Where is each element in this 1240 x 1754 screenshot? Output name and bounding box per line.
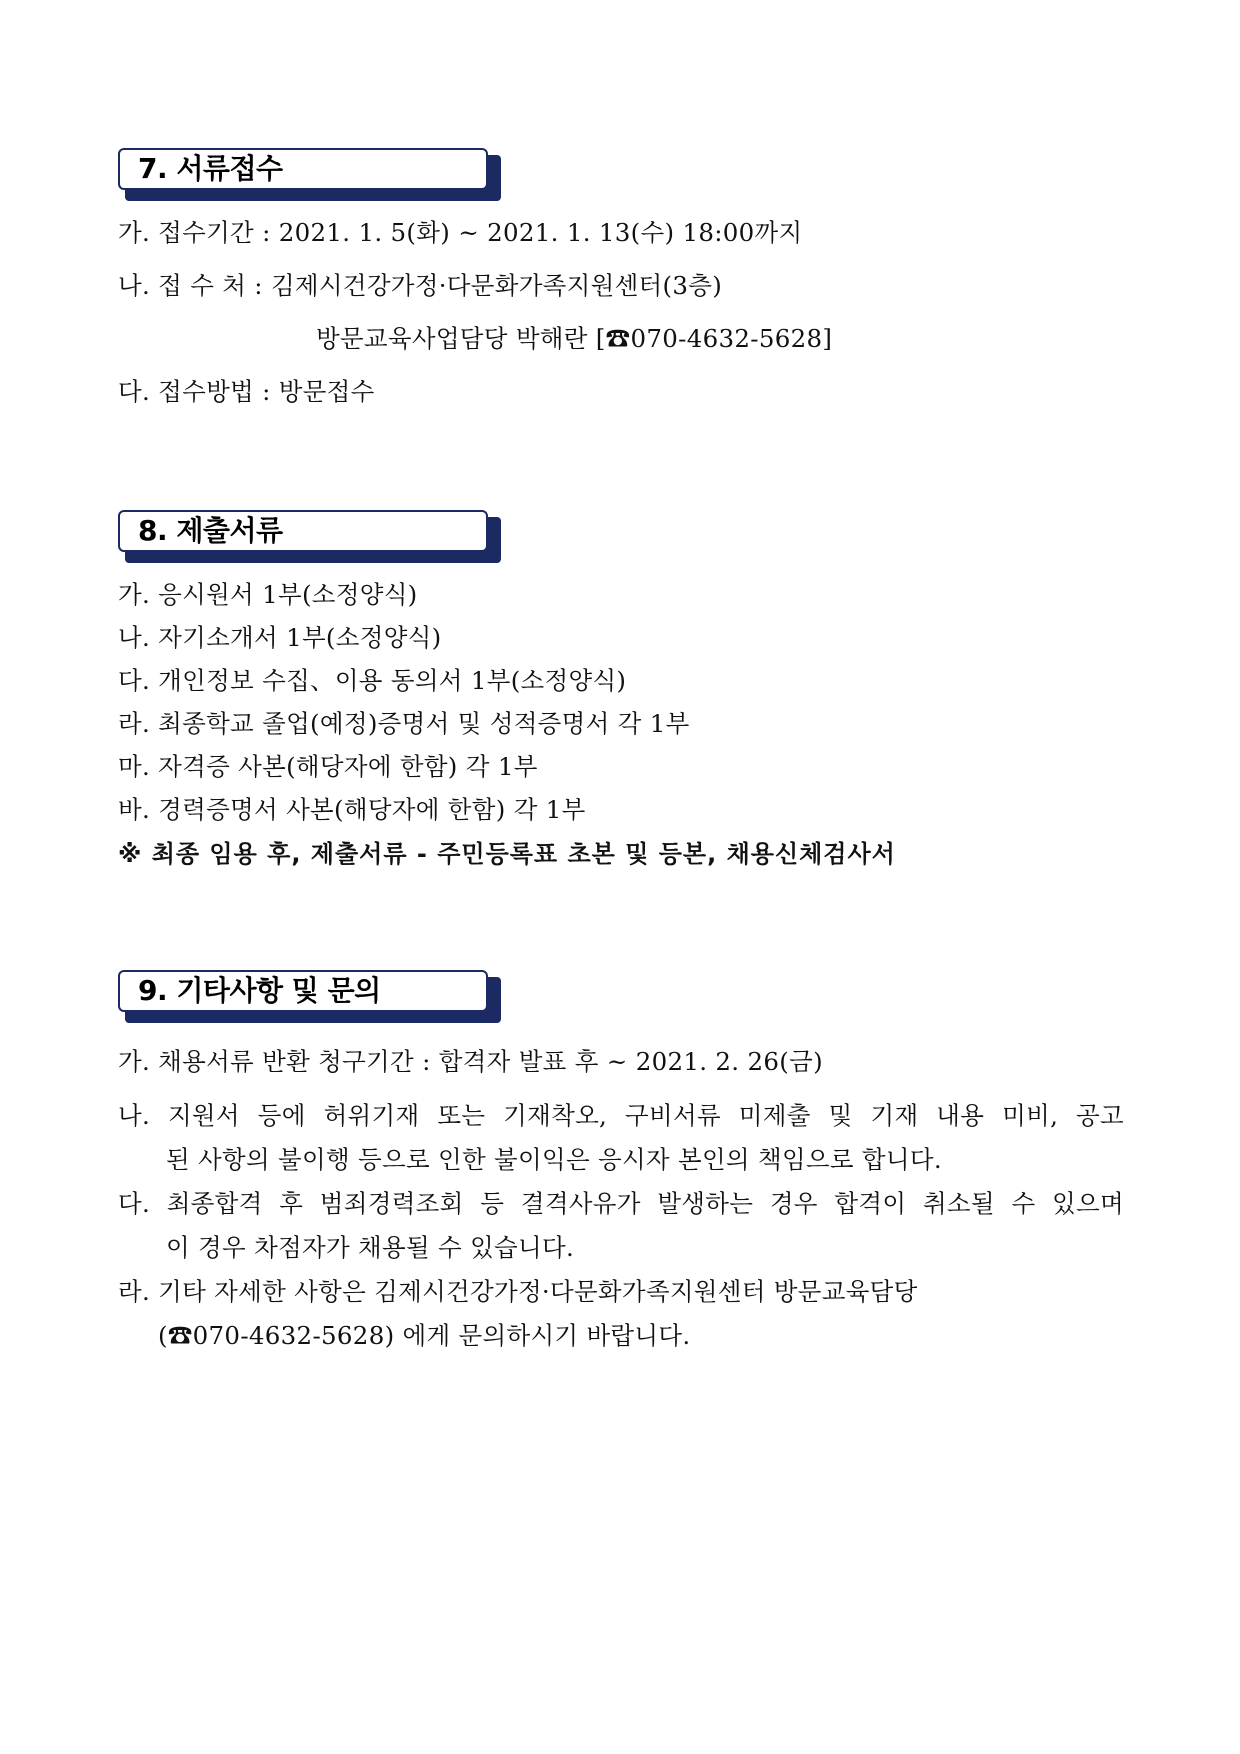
false-entry-notice-cont: 된 사항의 불이행 등으로 인한 불이익은 응시자 본인의 책임으로 합니다. (166, 1145, 942, 1174)
document-item-5: 마. 자격증 사본(해당자에 한함) 각 1부 (118, 752, 538, 781)
document-item-4: 라. 최종학교 졸업(예정)증명서 및 성적증명서 각 1부 (118, 709, 690, 738)
inquiry-contact: (☎070-4632-5628) 에게 문의하시기 바랍니다. (158, 1321, 691, 1350)
disqualification-notice: 다. 최종합격 후 범죄경력조회 등 결격사유가 발생하는 경우 합격이 취소될 수 있으며 (118, 1189, 1124, 1218)
reception-method: 다. 접수방법 : 방문접수 (118, 377, 375, 406)
document-item-2: 나. 자기소개서 1부(소정양식) (118, 623, 442, 652)
reception-contact: 방문교육사업담당 박해란 [☎070-4632-5628] (316, 324, 833, 353)
false-entry-notice: 나. 지원서 등에 허위기재 또는 기재착오, 구비서류 미제출 및 기재 내용 미비, 공고 (118, 1101, 1124, 1130)
section-7-heading (118, 148, 494, 194)
document-item-3: 다. 개인정보 수집、이용 동의서 1부(소정양식) (118, 666, 627, 695)
section-9-heading (118, 970, 494, 1016)
section-8-title: 8. 제출서류 (138, 514, 283, 547)
section-7-title: 7. 서류접수 (138, 152, 283, 185)
reception-period: 가. 접수기간 : 2021. 1. 5(화) ~ 2021. 1. 13(수) 18:00까지 (118, 218, 803, 247)
section-8-heading (118, 510, 494, 556)
return-claim-period: 가. 채용서류 반환 청구기간 : 합격자 발표 후 ~ 2021. 2. 26(금) (118, 1047, 823, 1076)
disqualification-notice-cont: 이 경우 차점자가 채용될 수 있습니다. (166, 1233, 575, 1262)
reception-place: 나. 접 수 처 : 김제시건강가정·다문화가족지원센터(3층) (118, 271, 723, 300)
section-9-title: 9. 기타사항 및 문의 (138, 974, 381, 1007)
inquiry-notice: 라. 기타 자세한 사항은 김제시건강가정·다문화가족지원센터 방문교육담당 (118, 1277, 918, 1306)
document-item-6: 바. 경력증명서 사본(해당자에 한함) 각 1부 (118, 795, 586, 824)
document-item-1: 가. 응시원서 1부(소정양식) (118, 580, 418, 609)
post-appointment-note: ※ 최종 임용 후, 제출서류 - 주민등록표 초본 및 등본, 채용신체검사서 (118, 840, 896, 868)
